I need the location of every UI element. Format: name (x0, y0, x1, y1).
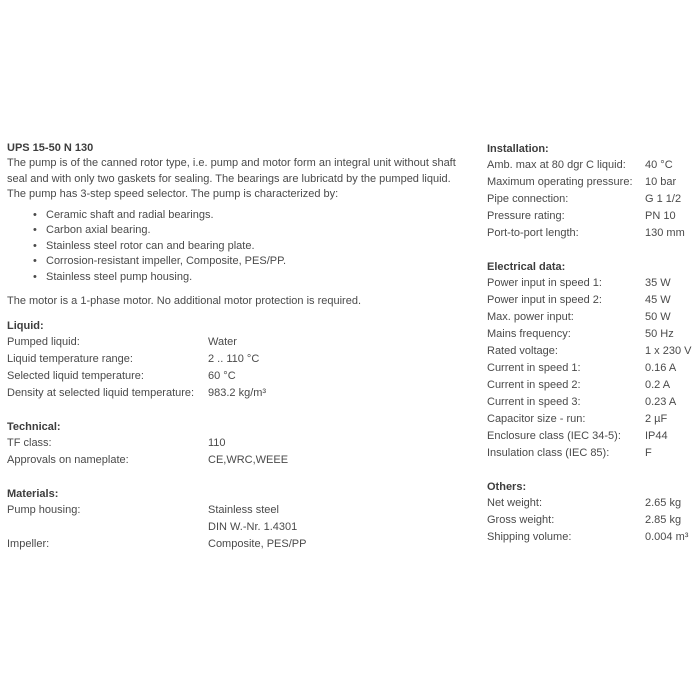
spec-value: IP44 (645, 430, 668, 442)
product-title: UPS 15-50 N 130 (7, 142, 94, 154)
table-row (487, 360, 691, 377)
spec-value: 35 W (645, 277, 671, 289)
table-row (7, 351, 266, 368)
bullet-icon: • (33, 255, 37, 267)
spec-value: 0.2 A (645, 379, 671, 391)
spec-value: 2.85 kg (645, 514, 682, 526)
spec-value: 130 mm (645, 227, 685, 239)
spec-value: 983.2 kg/m³ (208, 387, 267, 399)
spec-label (7, 519, 208, 536)
spec-value: Composite, PES/PP (208, 538, 307, 550)
feature-item (33, 208, 472, 224)
table-row (487, 191, 685, 208)
bullet-icon: • (33, 208, 37, 221)
right-column (487, 141, 697, 546)
spec-label: Pressure rating: (487, 210, 565, 222)
table-row (487, 309, 691, 326)
table-row (7, 502, 306, 519)
table-row (7, 385, 266, 402)
motor-note: The motor is a 1-phase motor. No additional motor protection is required. (7, 295, 362, 307)
spec-label: Impeller: (7, 538, 50, 550)
spec-label: Maximum operating pressure: (487, 176, 633, 188)
spec-value: 45 W (645, 294, 671, 306)
spec-value: 0.16 A (645, 362, 677, 374)
table-row (487, 411, 691, 428)
table-row (7, 368, 266, 385)
table-row (487, 512, 688, 529)
spec-label: Amb. max at 80 dgr C liquid: (487, 159, 626, 171)
spec-label: Pumped liquid: (7, 336, 80, 348)
bullet-icon: • (33, 239, 37, 252)
spec-label: Current in speed 3: (487, 396, 581, 408)
table-row (487, 394, 691, 411)
table-row (7, 519, 306, 536)
spec-value: 2 .. 110 °C (208, 353, 260, 365)
spec-label: Net weight: (487, 497, 543, 509)
table-row (487, 529, 688, 546)
left-column (7, 141, 472, 553)
spec-label: Mains frequency: (487, 328, 571, 340)
technical-heading: Technical: (7, 421, 61, 433)
installation-table (487, 157, 685, 242)
spec-value: 50 W (645, 311, 671, 323)
table-row (487, 343, 691, 360)
feature-text: Stainless steel pump housing. (46, 270, 193, 283)
table-row (487, 275, 691, 292)
feature-text: Carbon axial bearing. (46, 224, 151, 236)
spec-value: 0.004 m³ (645, 531, 689, 543)
feature-text: Corrosion-resistant impeller, Composite, PES/PP. (46, 255, 287, 267)
spec-value: 50 Hz (645, 328, 674, 340)
others-table (487, 495, 688, 546)
spec-value: 110 (208, 437, 226, 449)
table-row (7, 452, 288, 469)
feature-text: Ceramic shaft and radial bearings. (46, 208, 214, 221)
table-row (487, 225, 685, 242)
feature-text: Stainless steel rotor can and bearing plate. (46, 239, 255, 252)
table-row (487, 428, 691, 445)
table-row (7, 334, 266, 351)
feature-item (33, 270, 472, 286)
spec-value: 0.23 A (645, 396, 677, 408)
spec-value: 2.65 kg (645, 497, 682, 509)
spec-label: Gross weight: (487, 514, 555, 526)
electrical-table (487, 275, 691, 462)
feature-item (33, 223, 472, 239)
product-description (7, 156, 472, 203)
spec-value: PN 10 (645, 210, 676, 222)
spec-label: Capacitor size - run: (487, 413, 586, 425)
spec-value: 1 x 230 V (645, 345, 692, 357)
table-row (487, 495, 688, 512)
table-row (487, 174, 685, 191)
spec-value: G 1 1/2 (645, 193, 682, 205)
spec-label: Shipping volume: (487, 531, 572, 543)
table-row (7, 536, 306, 553)
table-row (487, 157, 685, 174)
spec-label: Selected liquid temperature: (7, 370, 144, 382)
spec-label: Port-to-port length: (487, 227, 579, 239)
table-row (7, 435, 288, 452)
spec-label: Power input in speed 1: (487, 277, 602, 289)
spec-label: Insulation class (IEC 85): (487, 447, 610, 459)
spec-label: Current in speed 1: (487, 362, 581, 374)
bullet-icon: • (33, 270, 37, 283)
table-row (487, 377, 691, 394)
spec-value: CE,WRC,WEEE (208, 454, 289, 466)
spec-label: Liquid temperature range: (7, 353, 133, 365)
feature-list (7, 208, 472, 286)
spec-label: Power input in speed 2: (487, 294, 602, 306)
spec-label: TF class: (7, 437, 52, 449)
spec-label: Density at selected liquid temperature: (7, 387, 195, 399)
description-text: The pump is of the canned rotor type, i.e. pump and motor form an integral unit without shaft seal and with only two gaskets for sealing. The bearings are lubricatd by the pumped liquid. (7, 157, 456, 185)
others-heading: Others: (487, 481, 527, 493)
description-text-2: The pump has 3-step speed selector. The pump is characterized by: (7, 188, 339, 200)
liquid-table (7, 334, 266, 402)
liquid-heading: Liquid: (7, 320, 44, 332)
bullet-icon: • (33, 224, 37, 236)
technical-table (7, 435, 288, 469)
table-row (487, 292, 691, 309)
table-row (487, 208, 685, 225)
spec-label: Current in speed 2: (487, 379, 581, 391)
spec-value: 10 bar (645, 176, 677, 188)
spec-value: 60 °C (208, 370, 236, 382)
spec-value: Water (208, 336, 237, 348)
feature-item (33, 239, 472, 255)
spec-value: 40 °C (645, 159, 673, 171)
spec-label: Max. power input: (487, 311, 574, 323)
materials-heading: Materials: (7, 488, 59, 500)
electrical-heading: Electrical data: (487, 261, 566, 273)
spec-label: Approvals on nameplate: (7, 454, 129, 466)
materials-table (7, 502, 306, 553)
spec-value: DIN W.-Nr. 1.4301 (208, 521, 298, 533)
spec-label: Pipe connection: (487, 193, 569, 205)
spec-label: Pump housing: (7, 504, 81, 516)
spec-label: Rated voltage: (487, 345, 558, 357)
spec-value: Stainless steel (208, 504, 279, 516)
spec-value: F (645, 447, 652, 459)
table-row (487, 326, 691, 343)
table-row (487, 445, 691, 462)
spec-value: 2 µF (645, 413, 668, 425)
feature-item (33, 254, 472, 270)
spec-label: Enclosure class (IEC 34-5): (487, 430, 621, 442)
installation-heading: Installation: (487, 143, 549, 155)
